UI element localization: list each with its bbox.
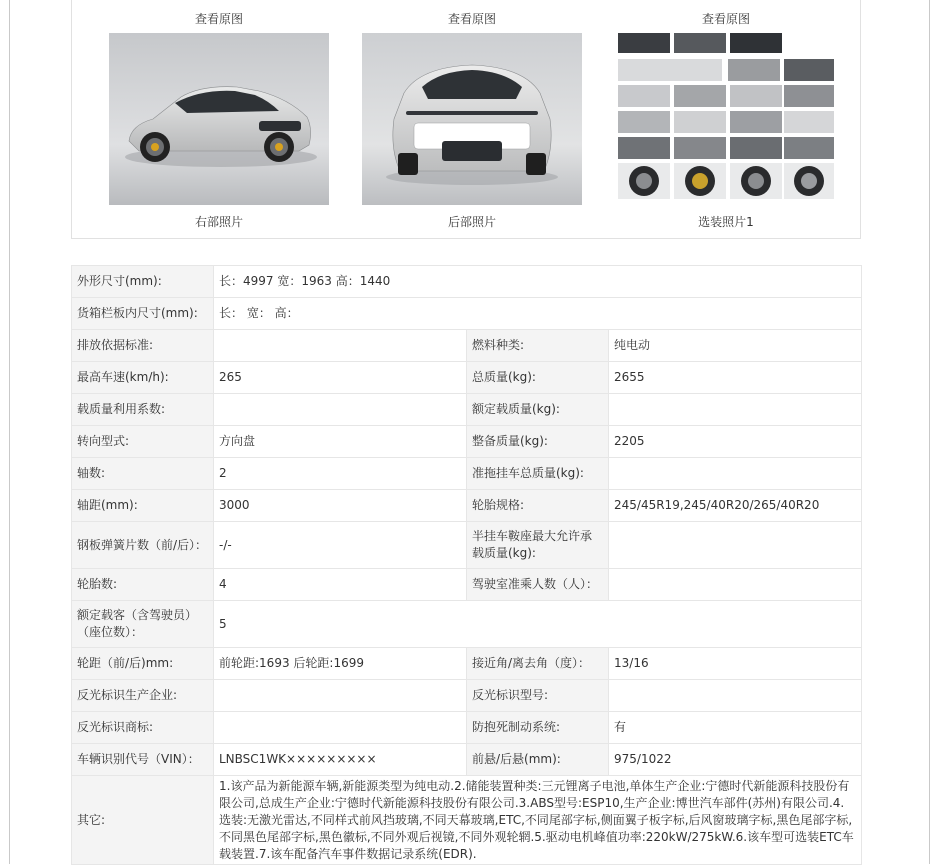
optional-parts-collage-image[interactable] (616, 33, 836, 205)
spec-label: 反光标识型号: (467, 680, 609, 712)
spec-value: 2 (214, 458, 467, 490)
spec-label: 轴距(mm): (72, 490, 214, 522)
spec-row (72, 426, 862, 458)
spec-value: 前轮距:1693 后轮距:1699 (214, 648, 467, 680)
spec-label: 燃料种类: (467, 330, 609, 362)
spec-row (72, 458, 862, 490)
spec-row (72, 601, 862, 648)
spec-value (214, 680, 467, 712)
spec-label: 防抱死制动系统: (467, 712, 609, 744)
spec-value: -/- (214, 522, 467, 569)
view-original-link[interactable]: 查看原图 (701, 12, 750, 26)
spec-label: 载质量利用系数: (72, 394, 214, 426)
spec-label: 货箱栏板内尺寸(mm): (72, 298, 214, 330)
spec-label: 反光标识商标: (72, 712, 214, 744)
spec-label: 外形尺寸(mm): (72, 266, 214, 298)
spec-value: 长：4997 宽：1963 高：1440 (214, 266, 862, 298)
spec-value (609, 569, 862, 601)
spec-value: 245/45R19,245/40R20/265/40R20 (609, 490, 862, 522)
spec-row (72, 744, 862, 776)
spec-label: 转向型式: (72, 426, 214, 458)
spec-value: 265 (214, 362, 467, 394)
spec-value: LNBSC1WK××××××××× (214, 744, 467, 776)
spec-row (72, 569, 862, 601)
spec-row (72, 362, 862, 394)
photo-optional (616, 0, 836, 230)
spec-label: 总质量(kg): (467, 362, 609, 394)
spec-value: 4 (214, 569, 467, 601)
spec-label: 轮胎数: (72, 569, 214, 601)
spec-label: 反光标识生产企业: (72, 680, 214, 712)
photo-caption: 选装照片1 (698, 215, 754, 229)
car-right-side-image[interactable] (109, 33, 329, 205)
spec-label: 额定载客（含驾驶员）（座位数）： (72, 601, 214, 648)
spec-label: 前悬/后悬(mm): (467, 744, 609, 776)
spec-label: 轮距（前/后)mm: (72, 648, 214, 680)
spec-value: 13/16 (609, 648, 862, 680)
spec-label: 排放依据标准: (72, 330, 214, 362)
spec-row (72, 712, 862, 744)
spec-row (72, 394, 862, 426)
photo-right-side (109, 0, 329, 230)
spec-label: 额定载质量(kg): (467, 394, 609, 426)
spec-label: 车辆识别代号（VIN）： (72, 744, 214, 776)
page-frame-left (9, 0, 10, 864)
spec-label: 准拖挂车总质量(kg): (467, 458, 609, 490)
spec-row-cargo (72, 298, 862, 330)
view-original-link[interactable]: 查看原图 (194, 12, 243, 26)
photo-gallery (71, 0, 861, 239)
spec-value: 有 (609, 712, 862, 744)
spec-value (609, 522, 862, 569)
photo-caption: 右部照片 (194, 215, 243, 229)
spec-value: 长： 宽： 高： (214, 298, 862, 330)
spec-row (72, 522, 862, 569)
spec-value: 方向盘 (214, 426, 467, 458)
spec-row-dimensions (72, 266, 862, 298)
spec-value: 纯电动 (609, 330, 862, 362)
spec-label: 钢板弹簧片数（前/后）： (72, 522, 214, 569)
spec-value: 975/1022 (609, 744, 862, 776)
spec-value-other: 1.该产品为新能源车辆,新能源类型为纯电动.2.储能装置种类:三元锂离子电池,单体生产企业:宁德时代新能源科技股份有限公司,总成生产企业:宁德时代新能源科技股份有限公司.3.ABS型号:ESP10,生产企业:博世汽车部件(苏州)有限公司.4.选装:无激光雷达,不同样式前风挡玻璃,不同天幕玻璃,ETC,不同尾部字标,侧面翼子板字标,后风窗玻璃字标,黑色尾部字标,不同黑色尾部字标,黑色徽标,不同外观后视镜,不同外观轮辋.5.驱动电机峰值功率:220kW/275kW.6.该车型可选装ETC车载装置.7.该车配备汽车事件数据记录系统(EDR). (214, 776, 862, 865)
spec-value (609, 458, 862, 490)
spec-label: 半挂车鞍座最大允许承载质量(kg): (467, 522, 609, 569)
spec-value: 2205 (609, 426, 862, 458)
view-original-link[interactable]: 查看原图 (447, 12, 496, 26)
spec-value (609, 680, 862, 712)
spec-value (214, 394, 467, 426)
spec-value: 5 (214, 601, 862, 648)
spec-label: 整备质量(kg): (467, 426, 609, 458)
page-frame-right (929, 0, 930, 864)
spec-value: 2655 (609, 362, 862, 394)
spec-value: 3000 (214, 490, 467, 522)
photo-caption: 后部照片 (447, 215, 496, 229)
spec-row-other (72, 776, 862, 865)
spec-row (72, 490, 862, 522)
spec-label: 最高车速(km/h): (72, 362, 214, 394)
photo-rear (362, 0, 582, 230)
spec-label: 其它: (72, 776, 214, 865)
spec-row (72, 648, 862, 680)
spec-value (214, 712, 467, 744)
spec-label: 轴数: (72, 458, 214, 490)
spec-label: 驾驶室准乘人数（人）： (467, 569, 609, 601)
spec-table (71, 265, 862, 865)
car-rear-image[interactable] (362, 33, 582, 205)
spec-value (609, 394, 862, 426)
spec-row (72, 680, 862, 712)
spec-label: 轮胎规格: (467, 490, 609, 522)
spec-value (214, 330, 467, 362)
spec-row (72, 330, 862, 362)
spec-label: 接近角/离去角（度）： (467, 648, 609, 680)
